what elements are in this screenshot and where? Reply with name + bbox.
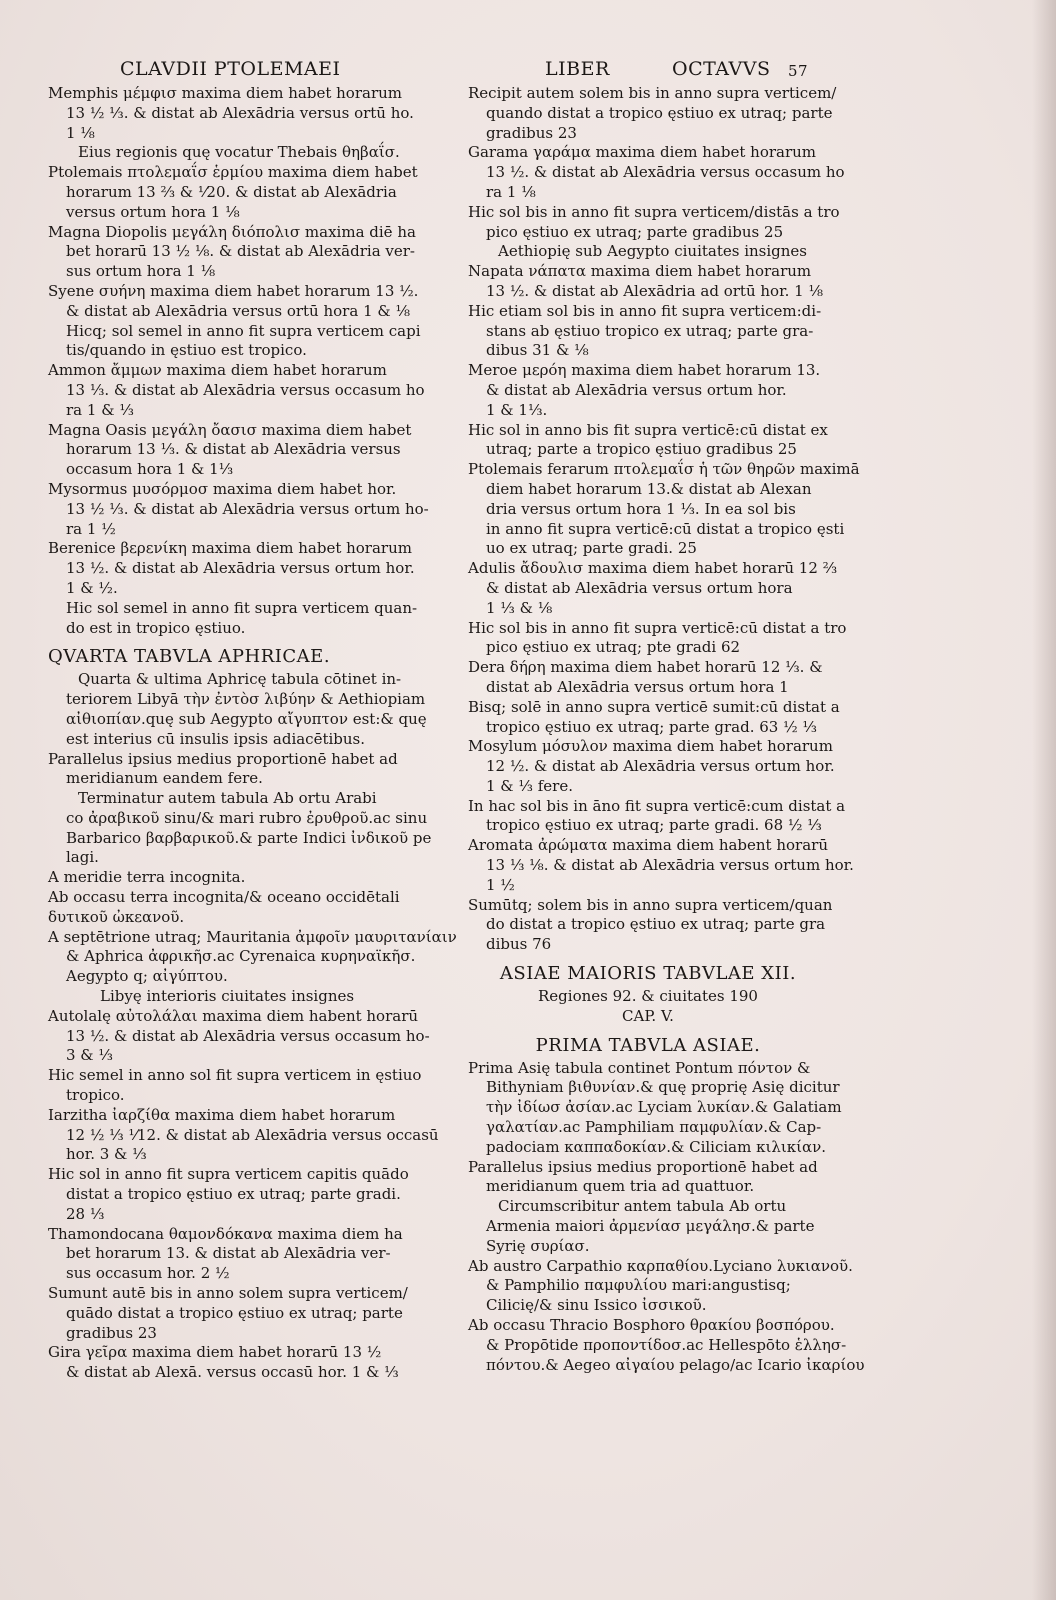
right-text-line: In hac sol bis in āno fit supra verticē:cum distat a: [468, 796, 846, 815]
right-text-line: meridianum quem tria ad quattuor.: [486, 1177, 755, 1196]
right-text-line: Parallelus ipsius medius proportionē habet ad: [468, 1157, 818, 1176]
left-text-line: 13 ⅓. & distat ab Alexādria versus occasum ho: [66, 380, 425, 399]
right-text-line: Bisq; solē in anno supra verticē sumit:cū distat a: [468, 697, 840, 716]
left-text-line: Thamondocana θαμονδόκανα maxima diem ha: [48, 1224, 403, 1243]
left-text-line: ra 1 ½: [66, 519, 116, 538]
right-text-line: Circumscribitur antem tabula Ab ortu: [498, 1197, 787, 1216]
right-text-line: 1 ⅓ & ⅛: [486, 598, 553, 617]
left-text-line: Syene συήνη maxima diem habet horarum 13 ½.: [48, 281, 419, 300]
left-text-line: Terminatur autem tabula Ab ortu Arabi: [78, 789, 377, 808]
left-text-line: & distat ab Alexā. versus occasū hor. 1 & ⅓: [66, 1363, 399, 1382]
right-section-heading: ASIAE MAIORIS TABVLAE XII.: [499, 963, 797, 985]
right-text-line: Hic sol in anno bis fit supra verticē:cū distat ex: [468, 420, 828, 439]
left-text-line: distat a tropico ęstiuo ex utraq; parte gradi.: [66, 1185, 401, 1204]
left-text-line: Iarzitha ἰαρζίθα maxima diem habet horarum: [48, 1105, 396, 1124]
left-text-line: Autolalę αὐτολάλαι maxima diem habent horarū: [48, 1006, 419, 1025]
left-text-line: do est in tropico ęstiuo.: [66, 618, 246, 637]
right-text-line: Adulis ἄδουλισ maxima diem habet horarū 12 ⅔: [468, 559, 838, 578]
left-text-line: 1 & ½.: [66, 578, 118, 597]
left-section-heading: QVARTA TABVLA APHRICAE.: [48, 646, 331, 668]
right-text-line: dibus 31 & ⅛: [486, 341, 589, 360]
left-text-line: δυτικοῦ ὠκεανοῦ.: [48, 907, 185, 926]
right-text-line: Regiones 92. & ciuitates 190: [538, 987, 758, 1006]
right-text-line: distat ab Alexādria versus ortum hora 1: [486, 677, 789, 696]
left-text-line: Libyę interioris ciuitates insignes: [100, 987, 355, 1006]
left-text-line: versus ortum hora 1 ⅛: [66, 202, 240, 221]
left-text-line: horarum 13 ⅔ & ⅟20. & distat ab Alexādria: [66, 182, 397, 201]
left-text-line: 13 ½ ⅓. & distat ab Alexādria versus ortum ho-: [66, 499, 429, 518]
left-text-line: 13 ½. & distat ab Alexādria versus ortum hor.: [66, 559, 415, 578]
right-text-line: & distat ab Alexādria versus ortum hora: [486, 578, 793, 597]
right-text-line: do distat a tropico ęstiuo ex utraq; parte gra: [486, 915, 826, 934]
right-text-line: Mosylum μόσυλον maxima diem habet horarum: [468, 737, 833, 756]
left-text-line: A septētrione utraq; Mauritania ἀμφοῖν μαυριτανίαιν: [48, 927, 457, 946]
right-text-line: 1 ½: [486, 875, 515, 894]
left-text-line: horarum 13 ⅓. & distat ab Alexādria versus: [66, 440, 401, 459]
left-text-line: Hic sol semel in anno fit supra verticem quan-: [66, 598, 418, 617]
right-text-line: 13 ½. & distat ab Alexādria ad ortū hor. 1 ⅛: [486, 281, 823, 300]
left-text-line: Eius regionis quę vocatur Thebais θηβαΐσ.: [78, 143, 400, 162]
right-text-column: [468, 84, 865, 1375]
right-text-line: Hic sol bis in anno fit supra verticē:cū distat a tro: [468, 618, 847, 637]
header-author: CLAVDII PTOLEMAEI: [120, 58, 341, 80]
right-text-line: Cilicię/& sinu Issico ἰσσικοῦ.: [486, 1296, 707, 1315]
left-text-line: A meridie terra incognita.: [48, 868, 246, 887]
left-text-line: sus ortum hora 1 ⅛: [66, 262, 216, 281]
right-text-line: 1 & ⅓ fere.: [486, 776, 573, 795]
right-text-line: Syrię συρίασ.: [486, 1236, 590, 1255]
header-liber: LIBER: [545, 58, 610, 80]
left-text-line: est interius cū insulis ipsis adiacētibus.: [66, 729, 366, 748]
left-text-line: bet horarum 13. & distat ab Alexādria ver-: [66, 1244, 391, 1263]
right-text-line: Armenia maiori ἀρμενίασ μεγάλησ.& parte: [486, 1217, 815, 1236]
right-text-line: padociam καππαδοκίαν.& Ciliciam κιλικίαν.: [486, 1137, 827, 1156]
right-text-line: Dera δήρη maxima diem habet horarū 12 ⅓. &: [468, 658, 823, 677]
left-text-line: 13 ½ ⅓. & distat ab Alexādria versus ortū ho.: [66, 103, 414, 122]
right-text-line: CAP. V.: [622, 1006, 674, 1025]
right-text-line: in anno fit supra verticē:cū distat a tropico ęsti: [486, 519, 845, 538]
left-text-line: αἰθιοπίαν.quę sub Aegypto αἴγυπτον est:& quę: [66, 709, 427, 728]
right-text-line: & distat ab Alexādria versus ortum hor.: [486, 380, 787, 399]
left-text-line: hor. 3 & ⅓: [66, 1145, 147, 1164]
left-text-line: ra 1 & ⅓: [66, 400, 134, 419]
header-octavus: OCTAVVS: [672, 58, 771, 80]
right-text-line: utraq; parte a tropico ęstiuo gradibus 25: [486, 440, 797, 459]
right-text-line: Sumūtq; solem bis in anno supra verticem/quan: [468, 895, 833, 914]
left-text-line: quādo distat a tropico ęstiuo ex utraq; parte: [66, 1303, 403, 1322]
right-text-line: diem habet horarum 13.& distat ab Alexan: [486, 479, 812, 498]
left-text-line: 3 & ⅓: [66, 1046, 113, 1065]
right-text-line: dibus 76: [486, 935, 552, 954]
right-text-line: Hic etiam sol bis in anno fit supra verticem:di-: [468, 301, 822, 320]
left-text-line: Parallelus ipsius medius proportionē habet ad: [48, 749, 398, 768]
right-text-line: Meroe μερόη maxima diem habet horarum 13.: [468, 361, 821, 380]
right-text-line: & Pamphilio παμφυλίου mari:angustisq;: [486, 1276, 791, 1295]
left-text-line: Gira γεῖρα maxima diem habet horarū 13 ½: [48, 1343, 382, 1362]
right-text-line: dria versus ortum hora 1 ⅓. In ea sol bis: [486, 499, 796, 518]
right-text-line: gradibus 23: [486, 123, 577, 142]
left-text-line: Quarta & ultima Aphricę tabula cōtinet in-: [78, 670, 402, 689]
left-text-line: co ἀραβικοῦ sinu/& mari rubro ἐρυθροῦ.ac sinu: [66, 808, 428, 827]
right-text-line: πόντου.& Aegeo αἰγαίου pelago/ac Icario ἰκαρίου: [486, 1355, 865, 1374]
left-text-line: Berenice βερενίκη maxima diem habet horarum: [48, 539, 412, 558]
left-text-line: Ammon ἄμμων maxima diem habet horarum: [48, 361, 387, 380]
left-text-line: Ab occasu terra incognita/& oceano occidētali: [48, 888, 400, 907]
left-text-line: lagi.: [66, 848, 99, 867]
left-text-line: Magna Oasis μεγάλη ὄασισ maxima diem habet: [48, 420, 412, 439]
left-text-line: Mysormus μυσόρμοσ maxima diem habet hor.: [48, 479, 397, 498]
left-text-line: 12 ½ ⅓ ⅟12. & distat ab Alexādria versus occasū: [66, 1125, 439, 1144]
page-edge-shadow: [1032, 0, 1056, 1600]
left-text-line: bet horarū 13 ½ ⅛. & distat ab Alexādria ver-: [66, 242, 415, 261]
left-text-line: teriorem Libyā τὴν ἐντὸσ λιβύην & Aethiopiam: [66, 690, 426, 709]
left-text-column: [48, 84, 457, 1383]
right-text-line: ra 1 ⅛: [486, 182, 536, 201]
right-text-line: τὴν ἰδίωσ ἀσίαν.ac Lyciam λυκίαν.& Galatiam: [486, 1098, 842, 1117]
page-number: 57: [788, 62, 809, 80]
left-text-line: 1 ⅛: [66, 123, 95, 142]
right-text-line: Aethiopię sub Aegypto ciuitates insignes: [498, 242, 808, 261]
left-text-line: 13 ½. & distat ab Alexādria versus occasum ho-: [66, 1026, 430, 1045]
right-text-line: Recipit autem solem bis in anno supra verticem/: [468, 84, 837, 102]
right-text-line: 1 & 1⅓.: [486, 400, 548, 419]
right-text-line: tropico ęstiuo ex utraq; parte gradi. 68 ½ ⅓: [486, 816, 822, 835]
right-text-line: Garama γαράμα maxima diem habet horarum: [468, 143, 817, 162]
left-text-line: meridianum eandem fere.: [66, 769, 263, 788]
right-text-line: Napata νάπατα maxima diem habet horarum: [468, 262, 812, 281]
left-text-line: occasum hora 1 & 1⅓: [66, 460, 234, 479]
right-text-line: Bithyniam βιθυνίαν.& quę proprię Asię dicitur: [486, 1078, 840, 1097]
left-text-line: Memphis μέμφισ maxima diem habet horarum: [48, 84, 403, 102]
right-text-line: pico ęstiuo ex utraq; pte gradi 62: [486, 638, 741, 657]
left-text-line: sus occasum hor. 2 ½: [66, 1264, 230, 1283]
right-text-line: tropico ęstiuo ex utraq; parte grad. 63 ½ ⅓: [486, 717, 817, 736]
right-text-line: Ab occasu Thracio Bosphoro θρακίου βοσπόρου.: [468, 1316, 835, 1335]
right-text-line: & Propōtide προποντίδοσ.ac Hellespōto ἑλλησ-: [486, 1335, 847, 1354]
left-text-line: gradibus 23: [66, 1323, 157, 1342]
right-section-heading: PRIMA TABVLA ASIAE.: [535, 1034, 761, 1056]
left-text-line: Hic semel in anno sol fit supra verticem in ęstiuo: [48, 1066, 422, 1085]
right-text-line: 13 ⅓ ⅛. & distat ab Alexādria versus ortum hor.: [486, 856, 854, 875]
left-text-line: 28 ⅓: [66, 1204, 105, 1223]
right-text-line: Prima Asię tabula continet Pontum πόντον &: [468, 1058, 811, 1077]
right-text-line: 12 ½. & distat ab Alexādria versus ortum hor.: [486, 757, 835, 776]
right-text-line: Ab austro Carpathio καρπαθίου.Lyciano λυκιανοῦ.: [468, 1256, 853, 1275]
right-text-line: uo ex utraq; parte gradi. 25: [486, 539, 697, 558]
right-text-line: 13 ½. & distat ab Alexādria versus occasum ho: [486, 163, 845, 182]
right-text-line: Hic sol bis in anno fit supra verticem/distās a tro: [468, 202, 840, 221]
left-text-line: Hicq; sol semel in anno fit supra verticem capi: [66, 321, 421, 340]
right-text-line: quando distat a tropico ęstiuo ex utraq; parte: [486, 103, 833, 122]
left-text-line: Sumunt autē bis in anno solem supra verticem/: [48, 1284, 408, 1303]
left-text-line: Barbarico βαρβαρικοῦ.& parte Indici ἰνδικοῦ pe: [66, 828, 432, 847]
right-text-line: pico ęstiuo ex utraq; parte gradibus 25: [486, 222, 784, 241]
left-text-line: Hic sol in anno fit supra verticem capitis quādo: [48, 1165, 409, 1184]
right-text-line: stans ab ęstiuo tropico ex utraq; parte gra-: [486, 321, 814, 340]
left-text-line: Aegypto q; αἰγύπτου.: [66, 967, 228, 986]
left-text-line: tropico.: [66, 1086, 125, 1105]
right-text-line: γαλατίαν.ac Pamphiliam παμφυλίαν.& Cap-: [486, 1118, 822, 1137]
left-text-line: & Aphrica ἀφρικῆσ.ac Cyrenaica κυρηναϊκῆσ.: [66, 947, 416, 966]
left-text-line: Magna Diopolis μεγάλη διόπολισ maxima diē ha: [48, 222, 416, 241]
right-text-line: Ptolemais ferarum πτολεμαΐσ ἡ τῶν θηρῶν maximā: [468, 460, 860, 479]
right-text-line: Aromata ἀρώματα maxima diem habent horarū: [468, 836, 828, 855]
left-text-line: Ptolemais πτολεμαΐσ ἑρμίου maxima diem habet: [48, 163, 418, 182]
left-text-line: tis/quando in ęstiuo est tropico.: [66, 341, 307, 360]
left-text-line: & distat ab Alexādria versus ortū hora 1 & ⅛: [66, 301, 411, 320]
